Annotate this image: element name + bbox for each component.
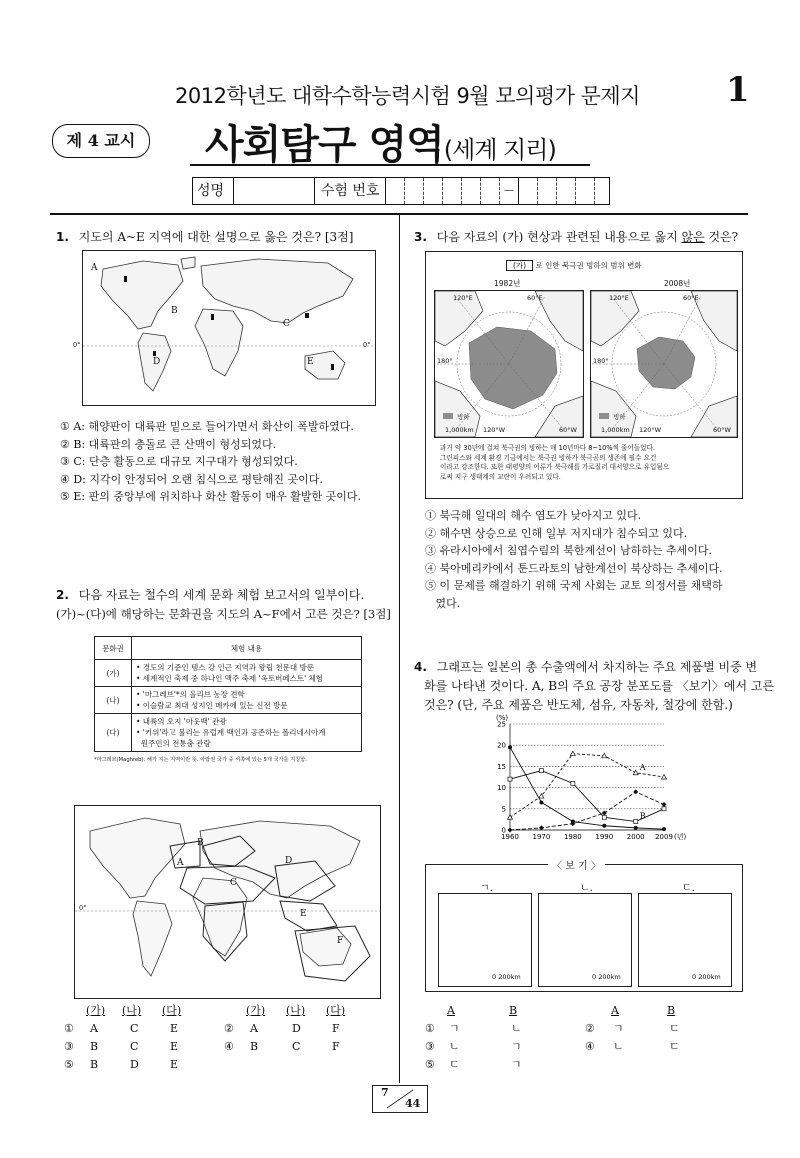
page-badge: 1	[726, 70, 750, 110]
q2-choice-2-num: ②	[224, 1022, 234, 1035]
series-3-point-5	[662, 802, 667, 807]
q3-left-60e: 60°E	[527, 294, 543, 302]
q1-map-drawing	[83, 251, 375, 405]
q2-text-line1: 다음 자료는 철수의 세계 문화 체험 보고서의 일부이다.	[78, 588, 365, 602]
series-1-point-0	[508, 777, 512, 781]
q3-option-5[interactable]: ⑤ 이 문제를 해결하기 위해 국제 사회는 교토 의정서를 채택하	[425, 579, 723, 592]
q3-option-3[interactable]: ③ 유라시아에서 침엽수림의 북한계선이 남하하는 추세이다.	[425, 544, 713, 557]
q3-options	[425, 507, 723, 612]
q2-row-ga-content	[132, 660, 362, 687]
q4-boogi-label-1: ㄱ.	[480, 883, 493, 894]
q2-table-col-culture: 문화권	[95, 637, 132, 660]
q2-row-na-content	[132, 687, 362, 714]
q2-report-table	[94, 636, 362, 752]
q4-hdr-a-1: A	[447, 1004, 455, 1017]
name-label: 성명	[193, 178, 234, 204]
x-tick-2000: 2000	[626, 833, 645, 841]
q2-row-na-label: (나)	[95, 687, 132, 714]
q2-choice-1-da: E	[170, 1022, 179, 1035]
series-label-A: A	[639, 762, 646, 772]
q3-caption-4: 로써 지구 생태계의 교란이 우려되고 있다.	[440, 472, 561, 481]
y-tick-25: 25	[497, 720, 506, 729]
q3-map-1982	[434, 290, 584, 438]
q4-choice-2-num: ②	[585, 1022, 595, 1035]
page-number: 7	[381, 1086, 389, 1099]
id-label: 수험 번호	[315, 178, 386, 204]
q1-map-label-a: A	[91, 263, 98, 273]
q3-caption-3: 이라고 강조한다. 또한 태평양의 어류가 북극해를 가로질러 대서양으로 유입됨으	[440, 463, 670, 471]
q3-right-legend: 빙하	[613, 413, 626, 421]
series-2-point-5	[662, 827, 666, 831]
x-tick-1990: 1990	[595, 833, 614, 841]
series-1-point-1	[539, 769, 543, 773]
q2-hdr-da-1: (다)	[162, 1004, 182, 1017]
id-dash: —	[500, 178, 519, 204]
q4-text-3: 것은? (단, 주요 제품은 반도체, 섬유, 자동차, 철강에 한함.)	[424, 698, 733, 712]
series-3-point-0	[508, 828, 513, 833]
q1-world-map	[73, 250, 376, 406]
y-tick-20: 20	[497, 741, 506, 750]
name-field[interactable]	[234, 178, 315, 204]
q4-choice-2-a: ㄱ	[613, 1022, 624, 1035]
period-badge	[52, 124, 150, 158]
name-id-box	[192, 177, 610, 205]
q1-text: 지도의 A~E 지역에 대한 설명으로 옳은 것은? [3점]	[78, 230, 354, 244]
q3-right-120e: 120°E	[609, 294, 629, 302]
q4-scale-2: 0 200km	[592, 973, 621, 981]
q1-prompt	[56, 228, 353, 247]
q2-choice-5-na: D	[130, 1058, 139, 1071]
q4-line-chart	[478, 712, 698, 848]
series-2-point-4	[634, 826, 638, 830]
q2-row-ga-label: (가)	[95, 660, 132, 687]
series-0-point-0	[508, 815, 513, 820]
q4-boogi-label-3: ㄷ.	[682, 883, 695, 894]
q2-row-da-line3: 원주민의 전통춤 관람	[136, 739, 211, 748]
q4-choice-4-b: ㄷ	[669, 1040, 680, 1053]
q4-answer-row-2[interactable]	[425, 1038, 745, 1056]
subject-main: 사회탐구 영역	[205, 122, 444, 168]
q4-answer-row-3[interactable]	[425, 1056, 745, 1074]
q4-choice-5-num: ⑤	[425, 1058, 435, 1071]
q2-footnote: *마그레브(Maghreb): 해가 지는 지역이란 뜻. 아랍권 국가 중 서쪽에 있는 5개 국가를 지칭함.	[94, 757, 307, 763]
q2-row-ga-line2: • 세계적인 축제 중 하나인 맥주 축제 '옥토버페스트' 체험	[136, 674, 324, 683]
q2-map-equator: 0°	[79, 904, 87, 912]
q2-choice-2-na: D	[292, 1022, 301, 1035]
x-tick-1980: 1980	[563, 833, 582, 841]
q2-choice-1-na: C	[130, 1022, 139, 1035]
q4-choice-4-a: ㄴ	[613, 1040, 624, 1053]
q4-choice-3-num: ③	[425, 1040, 435, 1053]
q2-choice-2-ga: A	[250, 1022, 258, 1035]
x-axis-unit: (년)	[674, 833, 687, 841]
q4-boogi	[425, 861, 743, 992]
q4-choice-1-num: ①	[425, 1022, 435, 1035]
q4-answer-row-1[interactable]	[425, 1020, 745, 1038]
q3-year-left: 1982년	[494, 279, 521, 288]
q2-choice-5-da: E	[170, 1058, 179, 1071]
q2-answer-row-1[interactable]	[60, 1020, 380, 1038]
q4-number: 4.	[414, 660, 427, 674]
q4-hdr-b-1: B	[509, 1004, 518, 1017]
q2-choice-4-da: F	[332, 1040, 340, 1053]
column-divider	[399, 213, 400, 1083]
q2-map-drawing	[75, 806, 380, 998]
q3-map-2008	[590, 290, 738, 438]
q2-hdr-da-2: (다)	[326, 1004, 346, 1017]
q4-choice-4-num: ④	[585, 1040, 595, 1053]
q2-row-na-line1: • '마그레브'*의 올리브 농장 견학	[136, 690, 245, 699]
q1-options	[60, 418, 361, 506]
q3-left-scale: 1,000km	[445, 426, 474, 434]
q2-choice-3-num: ③	[64, 1040, 74, 1053]
q1-option-5[interactable]: ⑤ E: 판의 중앙부에 위치하나 화산 활동이 매우 활발한 곳이다.	[60, 490, 361, 503]
y-axis-unit: (%)	[496, 714, 509, 722]
q2-map-label-e: E	[300, 909, 307, 919]
q2-row-da-content	[132, 714, 362, 752]
q2-answers	[60, 1002, 380, 1072]
q4-choice-1-a: ㄱ	[449, 1022, 460, 1035]
q2-map-label-d: D	[285, 856, 293, 866]
q2-world-map	[74, 805, 381, 999]
q1-map-label-c: C	[283, 319, 290, 329]
q2-map-label-b: B	[197, 838, 204, 848]
q2-map-label-c: C	[230, 878, 237, 888]
q2-choice-5-ga: B	[90, 1058, 99, 1071]
q2-map-label-f: F	[337, 936, 344, 946]
q4-scale-3: 0 200km	[692, 973, 721, 981]
q1-map-equator-left: 0°	[73, 341, 81, 349]
q1-option-2[interactable]: ② B: 대륙판의 충돌로 큰 산맥이 형성되었다.	[60, 437, 277, 451]
q4-prompt	[414, 658, 775, 715]
y-tick-0: 0	[501, 826, 506, 835]
q4-choice-3-b: ㄱ	[511, 1040, 522, 1053]
series-1-point-5	[662, 807, 666, 811]
q4-answers	[425, 1002, 745, 1072]
q1-option-4[interactable]: ④ D: 지각이 안정되어 오랜 침식으로 평탄해진 곳이다.	[60, 472, 323, 486]
q2-text-line2: (가)~(다)에 해당하는 문화권을 지도의 A~F에서 고른 것은? [3점]	[56, 607, 391, 621]
q2-choice-1-ga: A	[90, 1022, 98, 1035]
q2-answer-header	[60, 1002, 380, 1020]
q4-hdr-a-2: A	[611, 1004, 619, 1017]
q2-choice-5-num: ⑤	[64, 1058, 74, 1071]
q1-option-1[interactable]: ① A: 해양판이 대륙판 밑으로 들어가면서 화산이 폭발하였다.	[60, 420, 354, 433]
q1-map-label-e: E	[307, 357, 314, 367]
page-total: 44	[405, 1097, 421, 1110]
q2-hdr-ga-2: (가)	[246, 1004, 266, 1017]
q3-title-box: (가)	[506, 260, 533, 271]
q2-row-na-line2: • 이슬람교 최대 성지인 메카에 있는 신전 방문	[136, 701, 288, 710]
series-1-point-2	[571, 781, 575, 785]
q1-option-3[interactable]: ③ C: 단층 활동으로 대규모 지구대가 형성되었다.	[60, 455, 298, 468]
q4-scale-1: 0 200km	[492, 973, 521, 981]
q3-title-text: 로 인한 북극권 빙하의 범위 변화	[535, 261, 642, 270]
y-tick-5: 5	[501, 805, 506, 814]
q3-figure-title	[506, 260, 642, 271]
series-label-B: B	[639, 811, 646, 821]
q3-text-underline: 않은	[681, 230, 705, 244]
q2-table-col-content: 체험 내용	[132, 637, 362, 660]
q3-text-post: 것은?	[704, 230, 739, 244]
q3-right-scale: 1,000km	[601, 426, 630, 434]
q3-left-180: 180°	[437, 357, 453, 365]
q3-right-60e: 60°E	[683, 294, 699, 302]
q2-hdr-ga-1: (가)	[86, 1004, 106, 1017]
q2-answer-row-3[interactable]	[60, 1056, 380, 1074]
q4-text-1: 그래프는 일본의 총 수출액에서 차지하는 주요 제품별 비중 변	[436, 660, 758, 674]
q3-left-legend: 빙하	[457, 413, 470, 421]
title-rule	[190, 164, 590, 166]
q2-row-da-line1: • 내륙의 오지 '아웃백' 관광	[136, 717, 227, 726]
q3-right-180: 180°	[593, 357, 609, 365]
q3-text-pre: 다음 자료의 (가) 현상과 관련된 내용으로 옳지	[436, 230, 682, 244]
q4-chart-labels	[496, 714, 686, 841]
q2-hdr-na-2: (나)	[286, 1004, 306, 1017]
q3-left-120w: 120°W	[483, 426, 506, 434]
q3-left-60w: 60°W	[559, 426, 577, 434]
q2-row-ga-line1: • 경도의 기준인 템스 강 인근 지역과 왕립 천문대 방문	[136, 663, 315, 672]
q3-left-120e: 120°E	[453, 294, 473, 302]
q4-choice-5-a: ㄷ	[449, 1058, 460, 1071]
q3-caption-2: 그린피스와 세계 환경 기금에서는 북극권 빙하가 북극곰의 생존에 필수 요건	[440, 453, 657, 462]
q2-answer-row-2[interactable]	[60, 1038, 380, 1056]
q2-choice-4-num: ④	[224, 1040, 234, 1053]
q2-choice-3-ga: B	[90, 1040, 99, 1053]
q4-choice-2-b: ㄷ	[669, 1022, 680, 1035]
series-2-point-1	[539, 800, 543, 804]
q3-right-60w: 60°W	[713, 426, 731, 434]
q3-option-4[interactable]: ④ 북아메리카에서 툰드라토의 남한계선이 북상하는 추세이다.	[425, 561, 723, 575]
series-0-point-5	[662, 775, 667, 780]
y-tick-10: 10	[497, 784, 506, 793]
x-tick-1960: 1960	[501, 833, 519, 841]
q2-number: 2.	[56, 588, 69, 602]
page-number-box	[372, 1085, 428, 1113]
q1-map-equator-right: 0°	[363, 341, 371, 349]
subject-title	[205, 113, 556, 170]
q2-row-da-line2: • '키위'라고 불리는 유럽계 백인과 공존하는 폴리네시아계	[136, 728, 326, 737]
series-2-point-3	[602, 824, 606, 828]
q3-figure	[425, 251, 743, 499]
q3-number: 3.	[414, 230, 427, 244]
q4-hdr-b-2: B	[667, 1004, 676, 1017]
series-1-point-4	[634, 820, 638, 824]
q2-prompt	[56, 586, 396, 624]
q2-hdr-na-1: (나)	[122, 1004, 142, 1017]
q3-option-1[interactable]: ① 북극해 일대의 해수 염도가 낮아지고 있다.	[425, 509, 642, 522]
q2-map-label-a: A	[177, 858, 184, 868]
q3-option-2[interactable]: ② 해수면 상승으로 인해 일부 저지대가 침수되고 있다.	[425, 526, 688, 540]
q1-map-label-b: B	[171, 306, 178, 316]
q3-prompt	[414, 228, 738, 247]
q2-report-table-wrap	[94, 636, 362, 763]
series-2-point-0	[508, 745, 512, 749]
q3-right-120w: 120°W	[639, 426, 662, 434]
q2-choice-4-ga: B	[250, 1040, 259, 1053]
q2-choice-3-da: E	[170, 1040, 179, 1053]
series-1-point-3	[602, 815, 606, 819]
q4-choice-3-a: ㄴ	[449, 1040, 460, 1053]
x-tick-1970: 1970	[532, 833, 551, 841]
q2-choice-4-na: C	[292, 1040, 301, 1053]
q3-year-right: 2008년	[664, 279, 691, 288]
q4-choice-1-b: ㄴ	[511, 1022, 522, 1035]
y-tick-15: 15	[497, 762, 506, 771]
series-3-point-4	[633, 789, 638, 794]
x-tick-2009: 2009	[655, 833, 673, 841]
q4-answer-header	[425, 1002, 745, 1020]
q1-map-label-d: D	[153, 357, 161, 367]
period-label: 제 4 교시	[66, 131, 136, 150]
q4-choice-5-b: ㄱ	[511, 1058, 522, 1071]
q2-row-da-label: (다)	[95, 714, 132, 752]
q3-option-5-cont: 였다.	[425, 596, 461, 610]
series-0-point-4	[633, 770, 638, 775]
q4-text-2: 화를 나타낸 것이다. A, B의 주요 공장 분포도를 〈보기〉에서 고른	[424, 679, 775, 693]
id-field[interactable]	[386, 178, 609, 204]
q3-caption	[440, 444, 732, 482]
q1-number: 1.	[56, 230, 69, 244]
q2-choice-3-na: C	[130, 1040, 139, 1053]
q2-choice-1-num: ①	[64, 1022, 74, 1035]
q2-choice-2-da: F	[332, 1022, 340, 1035]
exam-title: 2012학년도 대학수학능력시험 9월 모의평가 문제지	[175, 84, 640, 108]
subject-sub: (세계 지리)	[443, 136, 556, 164]
q3-caption-1: 과거 약 30년에 걸쳐 북극권의 빙하는 매 10년마다 8~10%씩 줄어들었다.	[440, 444, 655, 452]
q4-boogi-label-2: ㄴ.	[580, 883, 593, 894]
q4-boogi-title: 〈 보 기 〉	[548, 857, 605, 872]
